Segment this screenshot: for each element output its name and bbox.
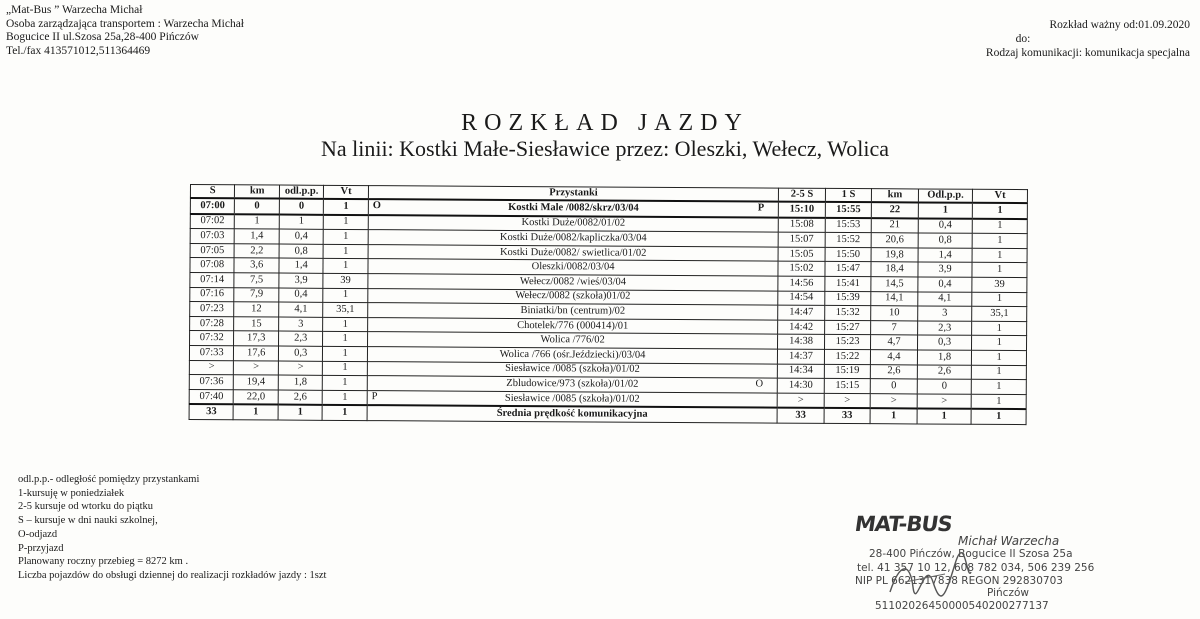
- valid-to: do:: [1015, 33, 1031, 45]
- table-cell: 7,9: [234, 287, 279, 302]
- table-cell: 14:37: [778, 349, 825, 364]
- table-cell: 15:41: [825, 276, 872, 291]
- table-cell: 1,8: [278, 375, 323, 390]
- valid-from: Rozkład ważny od:01.09.2020: [1049, 19, 1190, 31]
- company-phone: Tel./fax 413571012,511364469: [6, 44, 151, 57]
- stop-marker-right: O: [755, 378, 764, 390]
- table-cell: 1: [324, 230, 369, 245]
- stop-name: Kostki Duże/0082/ swietlica/01/02: [499, 246, 647, 259]
- table-cell: 33: [777, 408, 824, 423]
- table-cell: 1,4: [918, 248, 973, 263]
- stop-name: Zbludowice/973 (szkoła)/01/02: [506, 377, 639, 390]
- stamp-city: Pińczów: [987, 587, 1029, 599]
- table-cell: 3,6: [234, 258, 279, 273]
- note-line: P-przyjazd: [18, 542, 64, 554]
- stamp-address: 28-400 Pińczów, Bogucice II Szosa 25a: [869, 548, 1073, 560]
- table-cell: 15:27: [824, 320, 871, 335]
- table-cell: 1: [323, 259, 368, 274]
- table-cell: 1: [323, 346, 368, 361]
- stamp-phones: tel. 41 357 10 12, 608 782 034, 506 239 256: [857, 562, 1095, 574]
- signature-icon: [885, 552, 975, 602]
- col-header: Vt: [973, 189, 1028, 203]
- note-line: 2-5 kursuje od wtorku do piątku: [18, 501, 154, 513]
- note-line: S – kursuje w dni nauki szkolnej,: [18, 515, 158, 527]
- company-name: „Mat-Bus ” Warzecha Michał: [6, 4, 143, 16]
- col-header: km: [235, 185, 280, 199]
- stop-name: Kostki Duże/0082/01/02: [521, 217, 626, 230]
- note-line: odl.p.p.- odległość pomiędzy przystankami: [18, 474, 200, 485]
- table-cell: 1: [972, 336, 1027, 351]
- col-header: 1 S: [825, 188, 872, 202]
- transport-manager: Osoba zarządzająca transportem : Warzecha Michał: [6, 17, 244, 30]
- table-cell: 3: [279, 317, 324, 332]
- table-cell: 4,1: [918, 292, 973, 307]
- table-cell: 1: [322, 405, 367, 420]
- table-cell: 15:15: [824, 379, 871, 394]
- stop-marker-right: P: [757, 202, 765, 214]
- table-cell: 07:33: [189, 345, 234, 360]
- table-cell: 1: [971, 394, 1026, 409]
- average-speed-label: Średnia prędkość komunikacyjna: [367, 405, 777, 423]
- table-cell: 3,9: [279, 273, 324, 288]
- stamp-nip-regon: NIP PL 6621317838 REGON 292830703: [855, 575, 1063, 587]
- table-cell: 1: [972, 379, 1027, 394]
- col-header: Odl.p.p.: [918, 189, 973, 203]
- table-cell: 20,6: [871, 233, 918, 248]
- table-cell: 15:32: [824, 306, 871, 321]
- table-cell: 22,0: [234, 389, 279, 404]
- stop-name: Siesławice /0085 (szkoła)/01/02: [505, 363, 640, 376]
- stop-name: Wełecz/0082 (szkoła)01/02: [515, 290, 631, 303]
- table-cell: 1: [972, 248, 1027, 263]
- table-cell: 07:02: [190, 214, 235, 229]
- table-cell: 35,1: [323, 302, 368, 317]
- table-cell: 1: [972, 263, 1027, 278]
- table-cell: 1: [323, 361, 368, 376]
- table-cell: 0,3: [917, 335, 972, 350]
- table-cell: >: [824, 393, 871, 408]
- table-cell: >: [917, 394, 972, 409]
- company-address: Bogucice II ul.Szosa 25a,28-400 Pińczów: [6, 31, 199, 43]
- table-cell: 0,8: [279, 244, 324, 259]
- table-cell: 35,1: [972, 306, 1027, 321]
- table-cell: 1: [323, 317, 368, 332]
- stop-name: Wełecz/0082 /wieś/03/04: [519, 275, 627, 288]
- company-stamp: [855, 512, 1105, 612]
- table-cell: 15:52: [825, 233, 872, 248]
- table-cell: 07:14: [190, 272, 235, 287]
- stop-name: Kostki Duże/0082/kapliczka/03/04: [499, 231, 647, 244]
- stamp-owner: Michał Warzecha: [958, 534, 1060, 548]
- table-cell: 1,4: [235, 229, 280, 244]
- table-cell: 1: [972, 365, 1027, 380]
- table-cell: 14:34: [778, 364, 825, 379]
- table-cell: 0: [871, 379, 918, 394]
- table-cell: >: [189, 360, 234, 375]
- table-cell: 07:00: [190, 198, 235, 214]
- table-cell: 14,1: [871, 291, 918, 306]
- table-cell: 15:19: [824, 364, 871, 379]
- stop-name: Biniatki/bn (centrum)/02: [520, 304, 626, 317]
- table-cell: 1,8: [917, 350, 972, 365]
- table-cell: 1: [917, 409, 972, 424]
- table-cell: 07:03: [190, 229, 235, 244]
- table-cell: 2,3: [917, 321, 972, 336]
- table-cell: 2,6: [917, 364, 972, 379]
- table-cell: 1: [278, 405, 323, 420]
- table-cell: >: [234, 360, 279, 375]
- table-cell: 1: [870, 408, 917, 423]
- table-cell: 15:10: [779, 202, 826, 218]
- company-header: [6, 4, 244, 58]
- table-cell: 14:56: [778, 276, 825, 291]
- table-cell: 2,3: [278, 331, 323, 346]
- table-cell: 07:08: [190, 258, 235, 273]
- table-cell: 0: [235, 198, 280, 214]
- legend-notes: [18, 473, 326, 583]
- table-cell: 07:40: [189, 389, 234, 404]
- table-cell: 1: [973, 218, 1028, 233]
- table-cell: 14:54: [778, 291, 825, 306]
- table-cell: 1: [972, 233, 1027, 248]
- table-cell: 0,4: [918, 218, 973, 233]
- stop-name: Oleszki/0082/03/04: [531, 261, 615, 273]
- note-line: Liczba pojazdów do obsługi dziennej do realizacji rozkładów jazdy : 1szt: [18, 569, 327, 581]
- note-line: Planowany roczny przebieg = 8272 km .: [18, 556, 189, 568]
- table-cell: 1: [973, 203, 1028, 219]
- table-cell: >: [777, 393, 824, 408]
- table-cell: 3,9: [918, 262, 973, 277]
- table-cell: 07:16: [190, 287, 235, 302]
- stamp-logo: MAT-BUS: [853, 512, 954, 536]
- stop-name: Siesławice /0085 (szkoła)/01/02: [504, 392, 640, 405]
- table-cell: 07:32: [190, 331, 235, 346]
- stop-name: Wolica /776/02: [540, 334, 605, 346]
- stop-cell: [367, 390, 777, 408]
- col-header: S: [190, 185, 235, 199]
- table-cell: 4,1: [279, 302, 324, 317]
- table-cell: 1: [323, 288, 368, 303]
- table-cell: 15:02: [778, 261, 825, 276]
- table-cell: 1: [972, 350, 1027, 365]
- col-header: Przystanki: [368, 186, 778, 202]
- table-cell: 1: [918, 202, 973, 218]
- validity-header: [986, 18, 1190, 60]
- table-cell: 15:47: [825, 262, 872, 277]
- table-cell: >: [278, 361, 323, 376]
- table-cell: 18,4: [871, 262, 918, 277]
- table-cell: 1: [972, 292, 1027, 307]
- table-cell: 07:28: [190, 316, 235, 331]
- table-cell: 2,2: [235, 244, 280, 259]
- stop-name: Wolica /766 (ośr.Jeździecki)/03/04: [499, 348, 646, 361]
- table-cell: 07:23: [190, 302, 235, 317]
- table-cell: 15:50: [825, 247, 872, 262]
- table-cell: 15:55: [825, 202, 872, 218]
- table-cell: 1: [234, 405, 279, 420]
- table-cell: 1: [324, 214, 369, 229]
- table-cell: 1: [972, 321, 1027, 336]
- col-header: 2-5 S: [779, 188, 826, 202]
- table-cell: 0,4: [918, 277, 973, 292]
- table-cell: 33: [189, 404, 234, 419]
- table-cell: 15:07: [778, 232, 825, 247]
- table-cell: 17,3: [234, 331, 279, 346]
- table-cell: 10: [871, 306, 918, 321]
- table-cell: 21: [871, 218, 918, 233]
- stop-marker-left: P: [371, 390, 378, 402]
- table-cell: 0,3: [278, 346, 323, 361]
- table-cell: 1: [323, 390, 368, 405]
- table-cell: 2,6: [871, 364, 918, 379]
- table-cell: 19,8: [871, 247, 918, 262]
- table-cell: 1,4: [279, 258, 324, 273]
- col-header: km: [872, 189, 919, 203]
- table-cell: 39: [972, 277, 1027, 292]
- stop-marker-left: O: [372, 200, 381, 212]
- route-subtitle: Na linii: Kostki Małe-Siesławice przez: Oleszki, Wełecz, Wolica: [320, 136, 890, 161]
- table-cell: 1: [323, 375, 368, 390]
- table-cell: 7,5: [234, 273, 279, 288]
- table-cell: 14:47: [778, 305, 825, 320]
- table-cell: 1: [279, 214, 324, 229]
- col-header: Vt: [324, 185, 369, 199]
- table-cell: 14,5: [871, 277, 918, 292]
- timetable: [189, 184, 1028, 425]
- table-cell: 0,4: [279, 229, 324, 244]
- table-cell: 15:22: [824, 349, 871, 364]
- table-cell: 1: [235, 214, 280, 229]
- table-cell: 14:30: [778, 378, 825, 393]
- table-cell: 07:05: [190, 243, 235, 258]
- table-cell: 2,6: [278, 390, 323, 405]
- table-cell: 1: [323, 332, 368, 347]
- table-cell: 15:53: [825, 217, 872, 232]
- table-cell: 17,6: [234, 346, 279, 361]
- table-cell: 4,4: [871, 350, 918, 365]
- table-cell: 12: [234, 302, 279, 317]
- table-cell: 1: [324, 199, 369, 215]
- table-cell: 14:42: [778, 320, 825, 335]
- note-line: O-odjazd: [18, 528, 58, 540]
- table-cell: 14:38: [778, 334, 825, 349]
- table-cell: 0,8: [918, 233, 973, 248]
- table-cell: >: [870, 393, 917, 408]
- table-cell: 15: [234, 317, 279, 332]
- table-cell: 07:36: [189, 375, 234, 390]
- table-cell: 7: [871, 320, 918, 335]
- table-cell: 3: [917, 306, 972, 321]
- table-cell: 4,7: [871, 335, 918, 350]
- table-cell: 0,4: [279, 288, 324, 303]
- col-header: odl.p.p.: [279, 185, 324, 199]
- table-cell: 0: [917, 379, 972, 394]
- table-cell: 22: [872, 202, 919, 218]
- stop-name: Kostki Male /0082/skrz/03/04: [508, 201, 639, 214]
- page-title: ROZKŁAD JAZDY: [461, 110, 749, 136]
- table-cell: 33: [824, 408, 871, 423]
- table-cell: 15:23: [824, 335, 871, 350]
- table-cell: 15:39: [825, 291, 872, 306]
- table-cell: 1: [971, 409, 1026, 424]
- table-cell: 1: [323, 244, 368, 259]
- table-cell: 15:08: [778, 217, 825, 232]
- stop-name: Chotelek/776 (000414)/01: [517, 319, 629, 332]
- service-type: Rodzaj komunikacji: komunikacja specjalna: [985, 47, 1190, 59]
- stamp-number: 51102026450000540200277137: [875, 600, 1049, 612]
- table-cell: 0: [279, 199, 324, 215]
- table-cell: 15:05: [778, 247, 825, 262]
- table-cell: 19,4: [234, 375, 279, 390]
- note-line: 1-kursuję w poniedziałek: [18, 487, 125, 499]
- table-cell: 39: [323, 273, 368, 288]
